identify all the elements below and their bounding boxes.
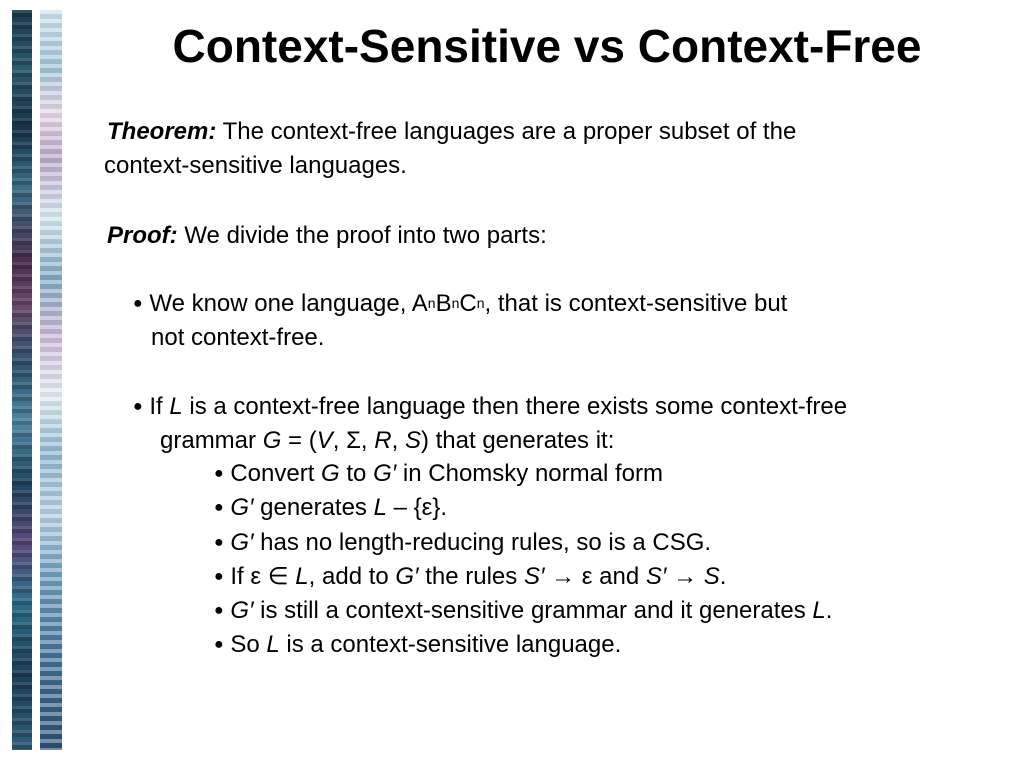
- symbol-S-prime: S′: [523, 563, 545, 590]
- theorem-line-1: [107, 118, 796, 146]
- symbol-S-prime: S′: [645, 563, 667, 590]
- symbol-S: S: [703, 563, 720, 590]
- sub-2-mid: generates: [253, 494, 374, 521]
- bullet-2-line-2: [160, 427, 614, 455]
- sub-bullet-5: [214, 597, 832, 628]
- comma: ,: [360, 427, 375, 454]
- sub-4-mid2: the rules: [418, 563, 524, 590]
- symbol-L: L: [812, 597, 826, 624]
- sub-2-post: – {ε}.: [386, 494, 448, 521]
- symbol-G-prime: G′: [230, 529, 254, 556]
- sub-bullet-6: [214, 631, 621, 662]
- sub-4-pre: If ε ∈: [230, 563, 296, 590]
- sub-6-post: is a context-sensitive language.: [279, 631, 622, 658]
- symbol-G-prime: G′: [230, 494, 254, 521]
- decorative-strip-light: [40, 10, 62, 750]
- theorem-label: Theorem:: [107, 118, 217, 145]
- bullet-2-mid: is a context-free language then there exists some context-free: [182, 393, 848, 420]
- bullet-glyph: ●: [133, 398, 143, 415]
- theorem-text-1: The context-free languages are a proper subset of the: [222, 118, 797, 145]
- sub-4-end: .: [719, 563, 727, 590]
- bullet-2-eq: = (: [281, 427, 317, 454]
- symbol-G-prime: G′: [373, 460, 397, 487]
- comma: ,: [332, 427, 347, 454]
- sub-4-mid: , add to: [308, 563, 396, 590]
- bullet-2-line2-post: ) that generates it:: [420, 427, 615, 454]
- proof-line: [107, 222, 547, 250]
- bullet-1-line-1: [133, 290, 787, 321]
- symbol-L: L: [169, 393, 183, 420]
- comma: ,: [391, 427, 405, 454]
- bullet-2-line-1: [133, 393, 847, 424]
- bullet-glyph: ●: [214, 465, 224, 482]
- proof-text: We divide the proof into two parts:: [184, 222, 547, 249]
- symbol-V: V: [316, 427, 333, 454]
- sub-1-post: in Chomsky normal form: [396, 460, 663, 487]
- symbol-G-prime: G′: [395, 563, 419, 590]
- bullet-1-line-2: [151, 324, 324, 352]
- sub-1-pre: Convert: [230, 460, 322, 487]
- bullet-1-text: We know one language, A: [149, 290, 428, 317]
- symbol-S: S: [404, 427, 421, 454]
- bullet-1-line-2-text: not context-free.: [151, 324, 325, 351]
- sub-4-arrow-2: →: [666, 563, 704, 590]
- symbol-G: G: [262, 427, 282, 454]
- superscript-n: n: [427, 295, 436, 311]
- bullet-glyph: ●: [133, 295, 143, 312]
- sub-bullet-3: [214, 529, 711, 560]
- bullet-glyph: ●: [214, 602, 224, 619]
- bullet-glyph: ●: [214, 534, 224, 551]
- symbol-G-prime: G′: [230, 597, 254, 624]
- symbol-L: L: [266, 631, 280, 658]
- symbol-R: R: [374, 427, 392, 454]
- sub-4-arrow-1: → ε and: [544, 563, 646, 590]
- bullet-glyph: ●: [214, 636, 224, 653]
- superscript-n: n: [476, 295, 485, 311]
- theorem-text-2: context-sensitive languages.: [104, 152, 407, 179]
- slide-title: Context-Sensitive vs Context-Free: [172, 20, 922, 72]
- sub-bullet-4: [214, 563, 726, 594]
- sub-3-post: has no length-reducing rules, so is a CSG.: [253, 529, 712, 556]
- symbol-L: L: [295, 563, 309, 590]
- sub-bullet-1: [214, 460, 663, 491]
- theorem-line-2: [104, 152, 407, 180]
- superscript-n: n: [451, 295, 460, 311]
- bullet-2-pre: If: [149, 393, 170, 420]
- bullet-glyph: ●: [214, 568, 224, 585]
- proof-label: Proof:: [107, 222, 178, 249]
- bullet-2-line2-pre: grammar: [160, 427, 263, 454]
- bullet-1-c: C: [459, 290, 477, 317]
- sub-5-end: .: [825, 597, 833, 624]
- sub-1-mid: to: [339, 460, 374, 487]
- bullet-glyph: ●: [214, 499, 224, 516]
- sub-5-mid: is still a context-sensitive grammar and it generates: [253, 597, 813, 624]
- sub-bullet-2: [214, 494, 447, 525]
- symbol-sigma: Σ: [346, 427, 361, 454]
- bullet-1-post: , that is context-sensitive but: [484, 290, 788, 317]
- symbol-L: L: [373, 494, 387, 521]
- sub-6-pre: So: [230, 631, 267, 658]
- symbol-G: G: [321, 460, 340, 487]
- decorative-strip-dark: [12, 10, 32, 750]
- bullet-1-b: B: [435, 290, 452, 317]
